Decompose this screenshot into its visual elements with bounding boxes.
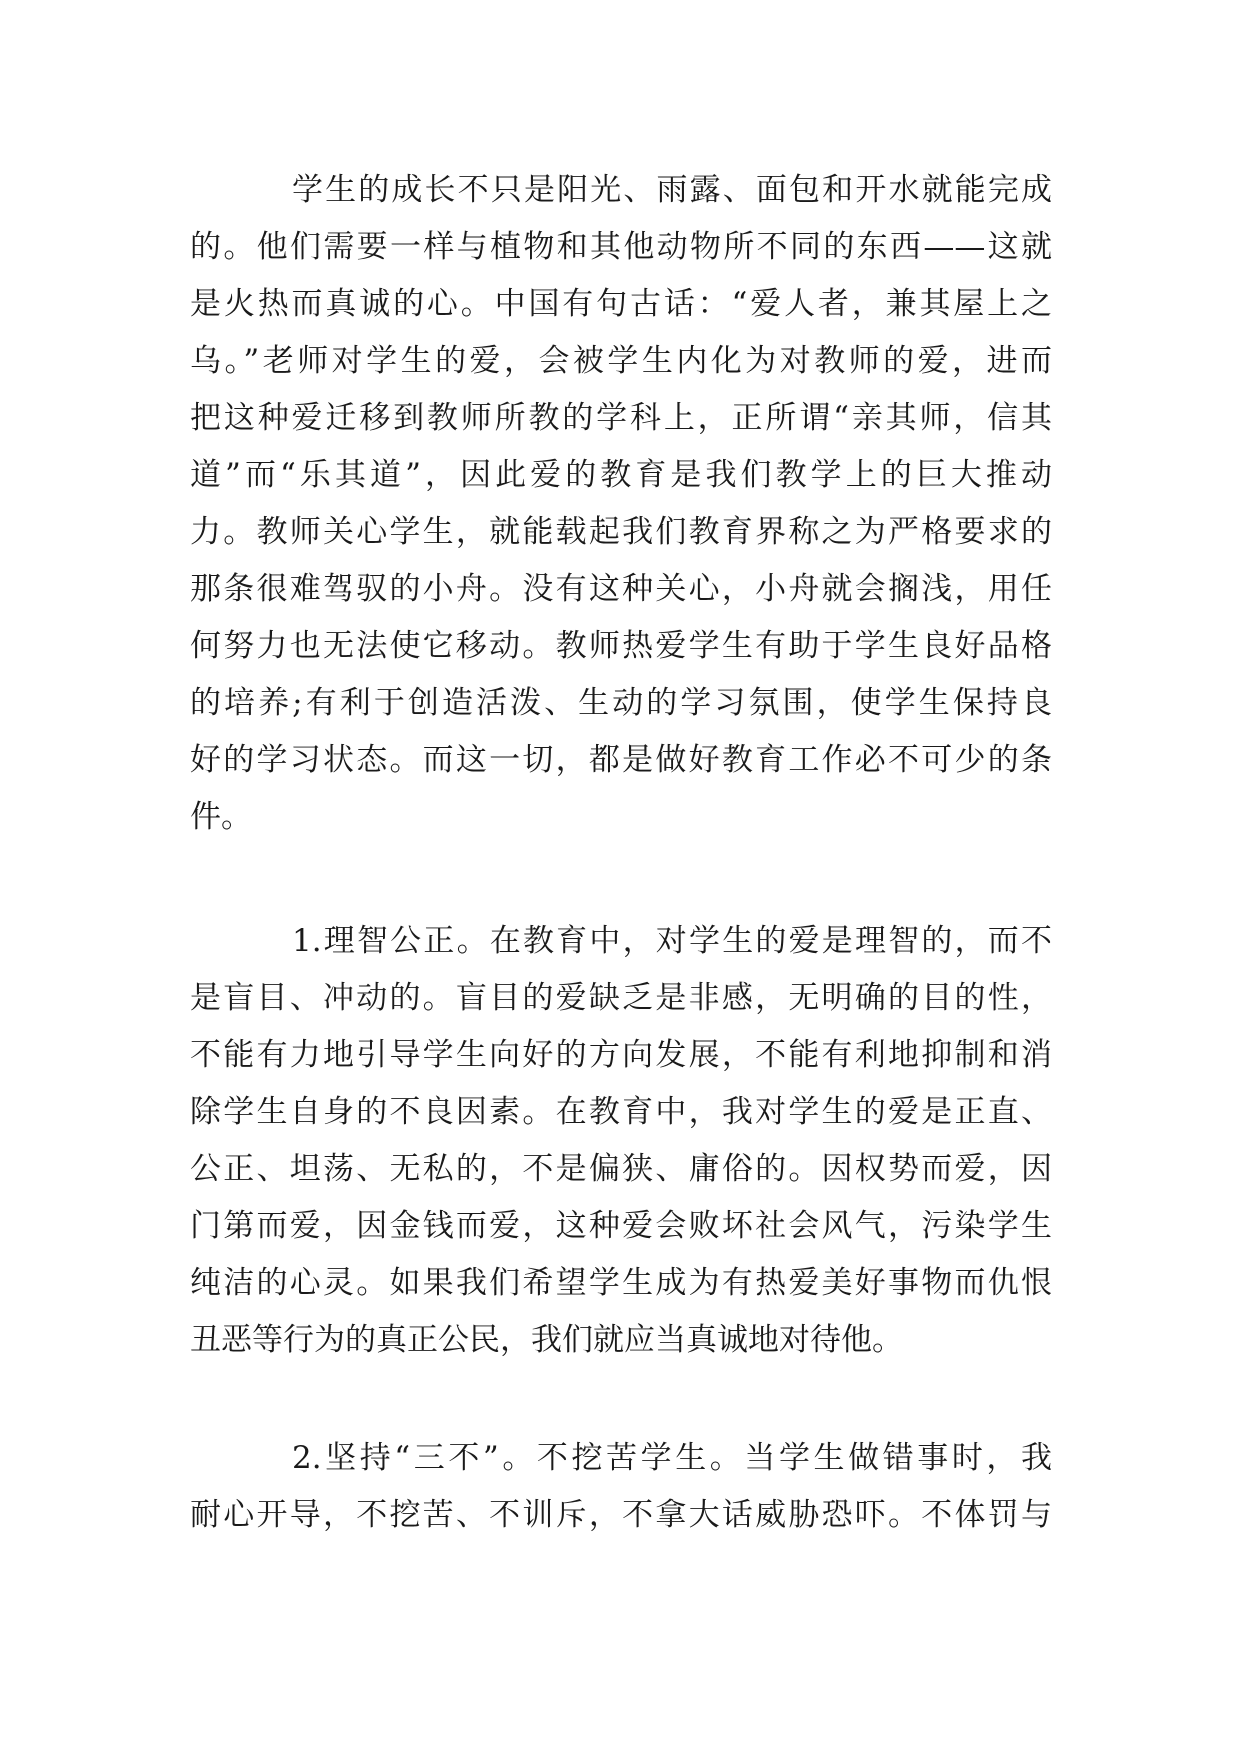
- paragraph-line: 件。: [190, 799, 252, 835]
- paragraph-line: 纯洁的心灵。如果我们希望学生成为有热爱美好事物而仇恨: [190, 1265, 1052, 1301]
- paragraph-line: 把这种爱迁移到教师所教的学科上，正所谓“亲其师，信其: [190, 400, 1052, 436]
- paragraph-line: 力。教师关心学生，就能载起我们教育界称之为严格要求的: [190, 514, 1052, 550]
- paragraph-line: 乌。”老师对学生的爱，会被学生内化为对教师的爱，进而: [190, 343, 1052, 379]
- paragraph-line: 门第而爱，因金钱而爱，这种爱会败坏社会风气，污染学生: [190, 1208, 1052, 1244]
- paragraph-line: 道”而“乐其道”，因此爱的教育是我们教学上的巨大推动: [190, 457, 1052, 493]
- paragraph-line: 是盲目、冲动的。盲目的爱缺乏是非感，无明确的目的性，: [190, 980, 1052, 1016]
- paragraph-line: 耐心开导，不挖苦、不训斥，不拿大话威胁恐吓。不体罚与: [190, 1497, 1052, 1533]
- paragraph-line: 学生的成长不只是阳光、雨露、面包和开水就能完成: [292, 172, 1052, 208]
- paragraph-line: 的。他们需要一样与植物和其他动物所不同的东西——这就: [190, 229, 1052, 265]
- paragraph-line: 公正、坦荡、无私的，不是偏狭、庸俗的。因权势而爱，因: [190, 1151, 1052, 1187]
- paragraph-line: 何努力也无法使它移动。教师热爱学生有助于学生良好品格: [190, 628, 1052, 664]
- paragraph-line: 丑恶等行为的真正公民，我们就应当真诚地对待他。: [190, 1322, 903, 1358]
- paragraph-line: 那条很难驾驭的小舟。没有这种关心，小舟就会搁浅，用任: [190, 571, 1052, 607]
- paragraph-line: 2.坚持“三不”。不挖苦学生。当学生做错事时，我: [292, 1440, 1052, 1476]
- paragraph-line: 1.理智公正。在教育中，对学生的爱是理智的，而不: [292, 923, 1052, 959]
- paragraph-line: 除学生自身的不良因素。在教育中，我对学生的爱是正直、: [190, 1094, 1052, 1130]
- paragraph-line: 的培养;有利于创造活泼、生动的学习氛围，使学生保持良: [190, 685, 1052, 721]
- paragraph-line: 是火热而真诚的心。中国有句古话：“爱人者，兼其屋上之: [190, 286, 1052, 322]
- paragraph-line: 好的学习状态。而这一切，都是做好教育工作必不可少的条: [190, 742, 1052, 778]
- paragraph-line: 不能有力地引导学生向好的方向发展，不能有利地抑制和消: [190, 1037, 1052, 1073]
